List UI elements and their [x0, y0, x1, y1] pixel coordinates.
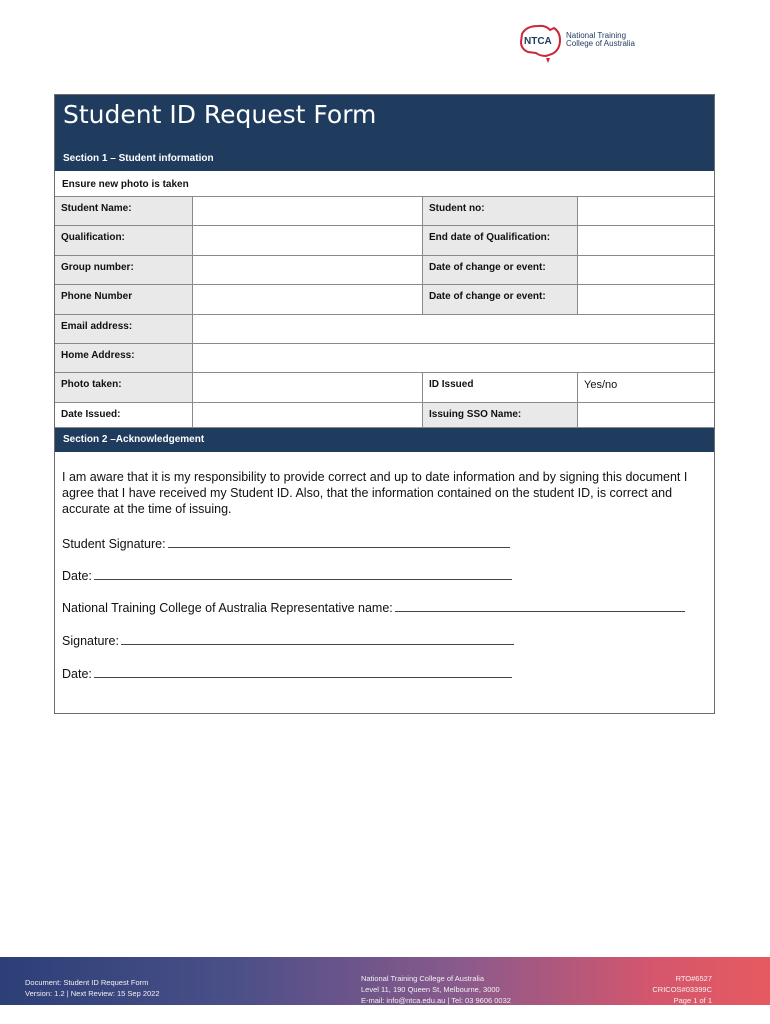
rep-name-line[interactable] [395, 599, 685, 612]
page-footer [0, 957, 770, 1005]
student-signature-line[interactable] [168, 535, 510, 548]
end-date-label: End date of Qualification: [423, 226, 578, 256]
email-field[interactable] [193, 315, 714, 344]
footer-address: Level 11, 190 Queen St, Melbourne, 3000 [361, 985, 500, 994]
student-name-field[interactable] [193, 197, 423, 226]
footer-org-info [361, 973, 511, 1006]
group-number-label: Group number: [55, 256, 193, 285]
ensure-photo-note: Ensure new photo is taken [55, 172, 714, 197]
email-label: Email address: [55, 315, 193, 344]
student-no-label: Student no: [423, 197, 578, 226]
footer-document: Document: Student ID Request Form [25, 978, 149, 987]
date-line-2[interactable] [94, 665, 512, 678]
qualification-label: Qualification: [55, 226, 193, 256]
phone-field[interactable] [193, 285, 423, 315]
student-signature-row [62, 535, 510, 551]
footer-version: Version: 1.2 | Next Review: 15 Sep 2022 [25, 989, 160, 998]
section-2-header: Section 2 –Acknowledgement [55, 428, 714, 452]
date-line-1[interactable] [94, 567, 512, 580]
photo-taken-field[interactable] [193, 373, 423, 403]
date-label-1: Date: [62, 569, 92, 583]
date-row-1 [62, 567, 512, 583]
home-address-field[interactable] [193, 344, 714, 373]
issuing-sso-field[interactable] [578, 403, 714, 428]
student-name-label: Student Name: [55, 197, 193, 226]
australia-map-icon [516, 22, 566, 66]
svg-text:NTCA: NTCA [524, 36, 552, 47]
phone-label: Phone Number [55, 285, 193, 315]
group-number-field[interactable] [193, 256, 423, 285]
student-signature-label: Student Signature: [62, 537, 166, 551]
qualification-field[interactable] [193, 226, 423, 256]
id-issued-label: ID Issued [423, 373, 578, 403]
footer-cricos: CRICOS#03399C [652, 985, 712, 994]
date-issued-field[interactable] [193, 403, 423, 428]
date-change-label-2: Date of change or event: [423, 285, 578, 315]
student-no-field[interactable] [578, 197, 714, 226]
rep-name-row [62, 599, 685, 615]
rep-name-label: National Training College of Australia Representative name: [62, 601, 393, 615]
acknowledgement-text: I am aware that it is my responsibility to provide correct and up to date information and by signing this document I agree that I have received my Student ID. Also, that the information contained on the student ID, is correct and accurate at the time of issuing. [62, 470, 688, 516]
logo-line1: National Training [566, 31, 627, 40]
date-row-2 [62, 665, 512, 681]
section-1-header: Section 1 – Student information [55, 147, 714, 171]
signature-label: Signature: [62, 634, 119, 648]
date-change-field-1[interactable] [578, 256, 714, 285]
date-issued-label: Date Issued: [55, 403, 193, 428]
photo-taken-label: Photo taken: [55, 373, 193, 403]
end-date-field[interactable] [578, 226, 714, 256]
footer-org: National Training College of Australia [361, 974, 484, 983]
date-change-field-2[interactable] [578, 285, 714, 315]
footer-rto: RTO#6527 [675, 974, 712, 983]
student-id-form [54, 94, 715, 714]
form-title: Student ID Request Form [63, 100, 377, 129]
ntca-logo [516, 22, 656, 66]
signature-row [62, 632, 514, 648]
footer-contact: E-mail: info@ntca.edu.au | Tel: 03 9606 0032 [361, 996, 511, 1005]
home-address-label: Home Address: [55, 344, 193, 373]
signature-line[interactable] [121, 632, 514, 645]
date-change-label-1: Date of change or event: [423, 256, 578, 285]
title-bar [55, 95, 714, 147]
date-label-2: Date: [62, 667, 92, 681]
logo-line2: College of Australia [566, 39, 635, 48]
footer-page: Page 1 of 1 [673, 996, 712, 1005]
id-issued-field[interactable]: Yes/no [578, 373, 714, 403]
footer-registration [652, 973, 712, 1006]
footer-doc-info [25, 977, 160, 999]
issuing-sso-label: Issuing SSO Name: [423, 403, 578, 428]
